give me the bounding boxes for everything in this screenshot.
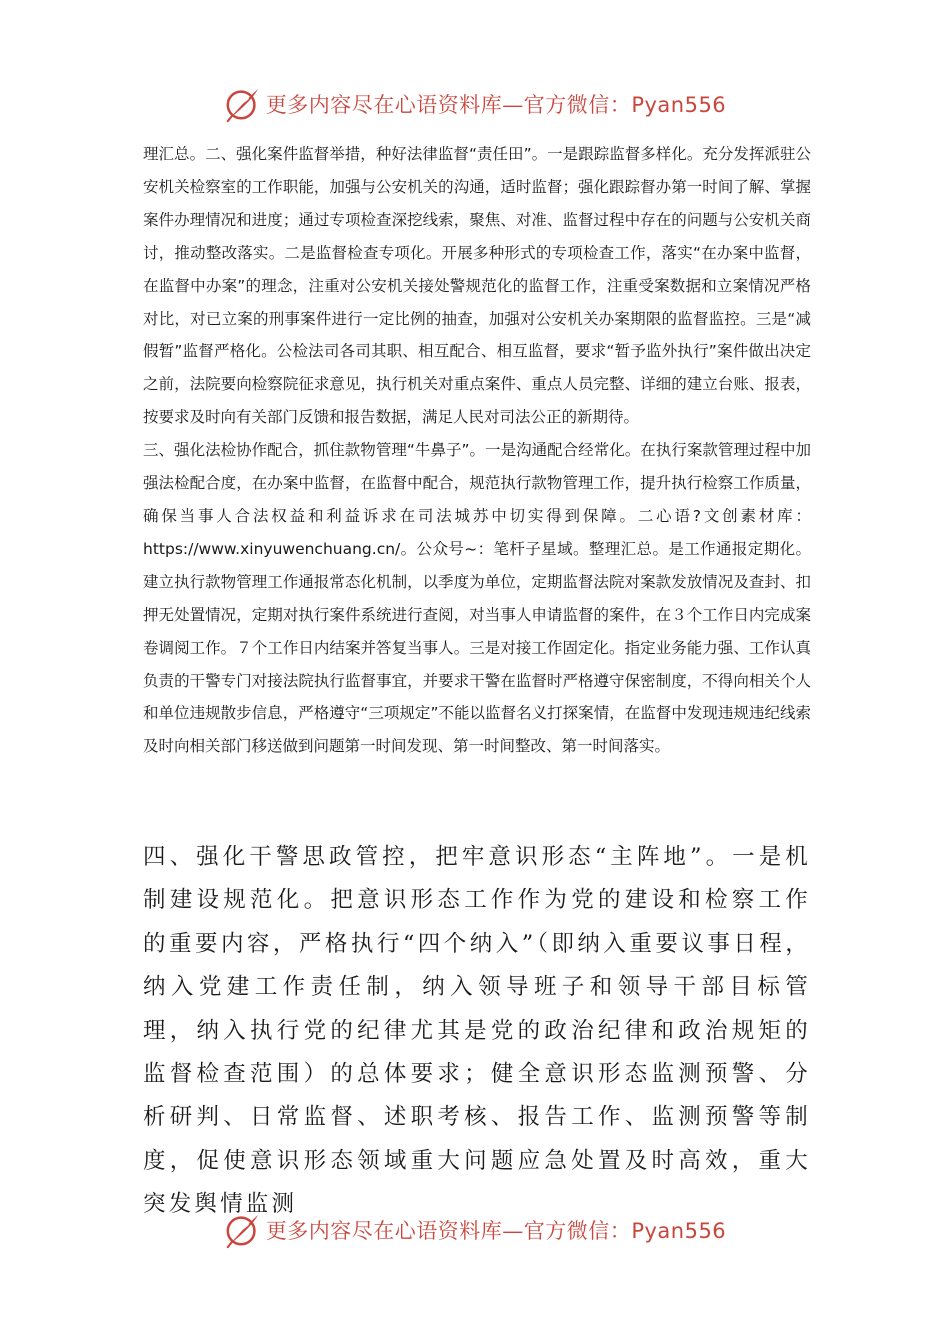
large-paragraph: 四、强化干警思政管控，把牢意识形态“主阵地”。一是机制建设规范化。把意识形态工作作为党的建设和检察工作的重要内容，严格执行“四个纳入”（即纳入重要议事日程，纳入党建工作责任制，纳入领导班子和领导干部目标管理，纳入执行党的纪律尤其是党的政治纪律和政治规矩的监督检查范围）的总体要求；健全意识形态监测预警、分析研判、日常监督、述职考核、报告工作、监测预警等制度，促使意识形态领域重大问题应急处置及时高效，重大突发舆情监测 [143,844,811,1218]
quill-logo-icon [224,85,262,123]
header-banner [0,84,950,124]
banner-text: 更多内容尽在心语资料库—官方微信：Pyan556 [265,1219,727,1243]
banner-text: 更多内容尽在心语资料库—官方微信：Pyan556 [265,93,727,117]
wechat-id: Pyan556 [631,1219,727,1243]
document-body [143,138,811,763]
paragraph: 理汇总。二、强化案件监督举措，种好法律监督“责任田”。一是跟踪监督多样化。充分发挥派驻公安机关检察室的工作职能，加强与公安机关的沟通，适时监督；强化跟踪督办第一时间了解、掌握案件办理情况和进度；通过专项检查深挖线索，聚焦、对准、监督过程中存在的问题与公安机关商讨，推动整改落实。二是监督检查专项化。开展多种形式的专项检查工作，落实“在办案中监督，在监督中办案”的理念，注重对公安机关接处警规范化的监督工作，注重受案数据和立案情况严格对比，对已立案的刑事案件进行一定比例的抽查，加强对公安机关办案期限的监督监控。三是“减假暂”监督严格化。公检法司各司其职、相互配合、相互监督，要求“暂予监外执行”案件做出决定之前，法院要向检察院征求意见，执行机关对重点案件、重点人员完整、详细的建立台账、报表，按要求及时向有关部门反馈和报告数据，满足人民对司法公正的新期待。 [143,145,811,427]
paragraph: 三、强化法检协作配合，抓住款物管理“牛鼻子”。一是沟通配合经常化。在执行案款管理过程中加强法检配合度，在办案中监督，在监督中配合，规范执行款物管理工作，提升执行检察工作质量，确保当事人合法权益和利益诉求在司法城苏中切实得到保障。二心语?文创素材库：https://www.xinyuwenchuang.cn/。公众号~：笔杆子星域。整理汇总。是工作通报定期化。建立执行款物管理工作通报常态化机制，以季度为单位，定期监督法院对案款发放情况及查封、扣押无处置情况，定期对执行案件系统进行查阅，对当事人申请监督的案件，在３个工作日内完成案卷调阅工作。７个工作日内结案并答复当事人。三是对接工作固定化。指定业务能力强、工作认真负责的干警专门对接法院执行监督事宜，并要求干警在监督时严格遵守保密制度，不得向相关个人和单位违规散步信息，严格遵守“三项规定”不能以监督名义打探案情，在监督中发现违规违纪线索及时向相关部门移送做到问题第一时间发现、第一时间整改、第一时间落实。 [143,441,811,756]
quill-logo-icon [224,1211,262,1249]
footer-banner [0,1210,950,1250]
wechat-id: Pyan556 [631,93,727,117]
